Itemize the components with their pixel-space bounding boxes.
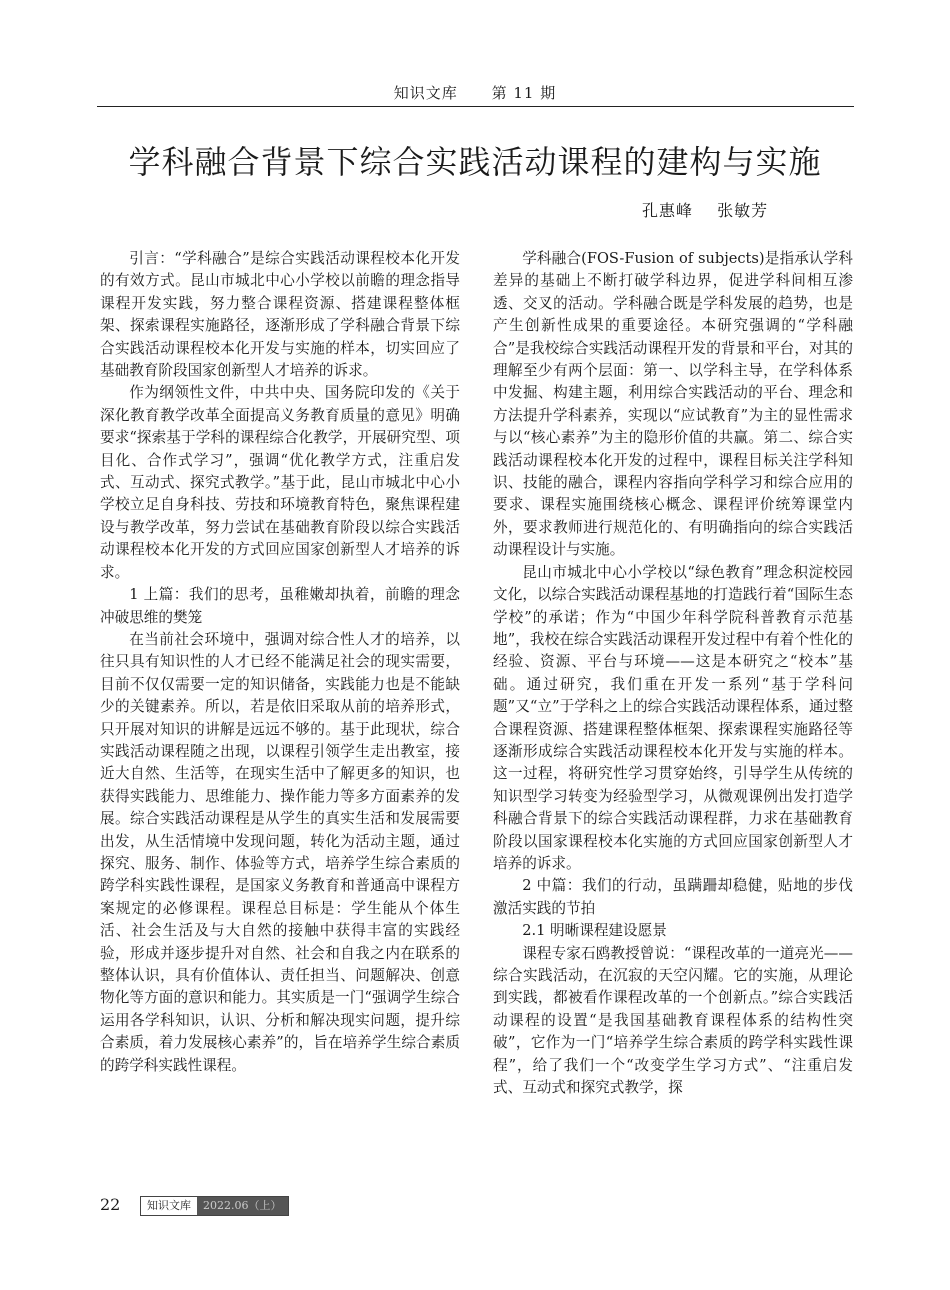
footer-journal: 知识文库	[141, 1197, 197, 1215]
author-list	[642, 198, 768, 221]
page-number: 22	[100, 1195, 121, 1214]
right-column	[493, 248, 853, 1099]
subsection-heading: 2.1 明晰课程建设愿景	[522, 922, 667, 940]
paragraph: 作为纲领性文件，中共中央、国务院印发的《关于深化教育教学改革全面提高义务教育质量的意见》明确要求“探索基于学科的课程综合化教学，开展研究型、项目化、合作式学习”，强调“优化教学方式，注重启发式、互动式、探究式教学。”基于此，昆山市城北中心小学校立足自身科技、劳技和环境教育特色，聚焦课程建设与教学改革，努力尝试在基础教育阶段以综合实践活动课程校本化开发的方式回应国家创新型人才培养的诉求。	[100, 384, 460, 581]
running-header	[0, 82, 950, 103]
author-name: 张敏芳	[717, 201, 769, 220]
article-title: 学科融合背景下综合实践活动课程的建构与实施	[128, 143, 822, 182]
footer-date: 2022.06（上）	[197, 1197, 288, 1215]
journal-name: 知识文库	[393, 84, 458, 102]
paragraph: 在当前社会环境中，强调对综合性人才的培养，以往只具有知识性的人才已经不能满足社会的现实需要，目前不仅仅需要一定的知识储备，实践能力也是不能缺少的关键素养。所以，若是依旧采取从前的培养形式，只开展对知识的讲解是远远不够的。基于此现状，综合实践活动课程随之出现，以课程引领学生走出教室，接近大自然、生活等，在现实生活中了解更多的知识，也获得实践能力、思维能力、操作能力等多方面素养的发展。综合实践活动课程是从学生的真实生活和发展需要出发，从生活情境中发现问题，转化为活动主题，通过探究、服务、制作、体验等方式，培养学生综合素质的跨学科实践性课程，是国家义务教育和普通高中课程方案规定的必修课程。课程总目标是：学生能从个体生活、社会生活及与大自然的接触中获得丰富的实践经验，形成并逐步提升对自然、社会和自我之内在联系的整体认识，具有价值体认、责任担当、问题解决、创意物化等方面的意识和能力。其实质是一门“强调学生综合运用各学科知识，认识、分析和解决现实问题，提升综合素质，着力发展核心素养”的，旨在培养学生综合素质的跨学科实践性课程。	[100, 630, 460, 1074]
section-heading: 2 中篇：我们的行动，虽蹒跚却稳健，贴地的步伐激活实践的节拍	[493, 877, 853, 917]
paragraph: 昆山市城北中心小学校以“绿色教育”理念积淀校园文化，以综合实践活动课程基地的打造践行着“国际生态学校”的承诺；作为“中国少年科学院科普教育示范基地”，我校在综合实践活动课程开发过程中有着个性化的经验、资源、平台与环境——这是本研究之“校本”基础。通过研究，我们重在开发一系列“基于学科问题”又“立”于学科之上的综合实践活动课程体系，通过整合课程资源、搭建课程整体框架、探索课程实施路径等逐渐形成综合实践活动课程校本化开发与实施的样本。这一过程，将研究性学习贯穿始终，引导学生从传统的知识型学习转变为经验型学习，从微观课例出发打造学科融合背景下的综合实践活动课程群，力求在基础教育阶段以国家课程校本化实施的方式回应国家创新型人才培养的诉求。	[493, 563, 853, 872]
paragraph: 引言：“学科融合”是综合实践活动课程校本化开发的有效方式。昆山市城北中心小学校以前瞻的理念指导课程开发实践，努力整合课程资源、搭建课程整体框架、探索课程实施路径，逐渐形成了学科融合背景下综合实践活动课程校本化开发与实施的样本，切实回应了基础教育阶段国家创新型人才培养的诉求。	[100, 250, 460, 380]
paragraph: 课程专家石鸥教授曾说：“课程改革的一道亮光——综合实践活动，在沉寂的天空闪耀。它的实施，从理论到实践，都被看作课程改革的一个创新点。”综合实践活动课程的设置“是我国基础教育课程体系的结构性突破”，它作为一门“培养学生综合素质的跨学科实践性课程”，给了我们一个“改变学生学习方式”、“注重启发式、互动式和探究式教学，探	[493, 944, 853, 1097]
header-rule	[97, 106, 854, 107]
left-column	[100, 248, 460, 1077]
issue-number: 第 11 期	[491, 84, 557, 102]
footer-journal-badge	[140, 1196, 289, 1216]
paragraph: 学科融合(FOS-Fusion of subjects)是指承认学科差异的基础上不断打破学科边界，促进学科间相互渗透、交叉的活动。学科融合既是学科发展的趋势，也是产生创新性成果的重要途径。本研究强调的“学科融合”是我校综合实践活动课程开发的背景和平台，对其的理解至少有两个层面：第一、以学科主导，在学科体系中发掘、构建主题，利用综合实践活动的平台、理念和方法提升学科素养，实现以“应试教育”为主的显性需求与以“核心素养”为主的隐形价值的共赢。第二、综合实践活动课程校本化开发的过程中，课程目标关注学科知识、技能的融合，课程内容指向学科学习和综合应用的要求、课程实施围绕核心概念、课程评价统筹课堂内外，要求教师进行规范化的、有明确指向的综合实践活动课程设计与实施。	[493, 250, 853, 559]
section-heading: 1 上篇：我们的思考，虽稚嫩却执着，前瞻的理念冲破思维的樊笼	[100, 586, 460, 626]
author-name: 孔惠峰	[642, 201, 694, 220]
